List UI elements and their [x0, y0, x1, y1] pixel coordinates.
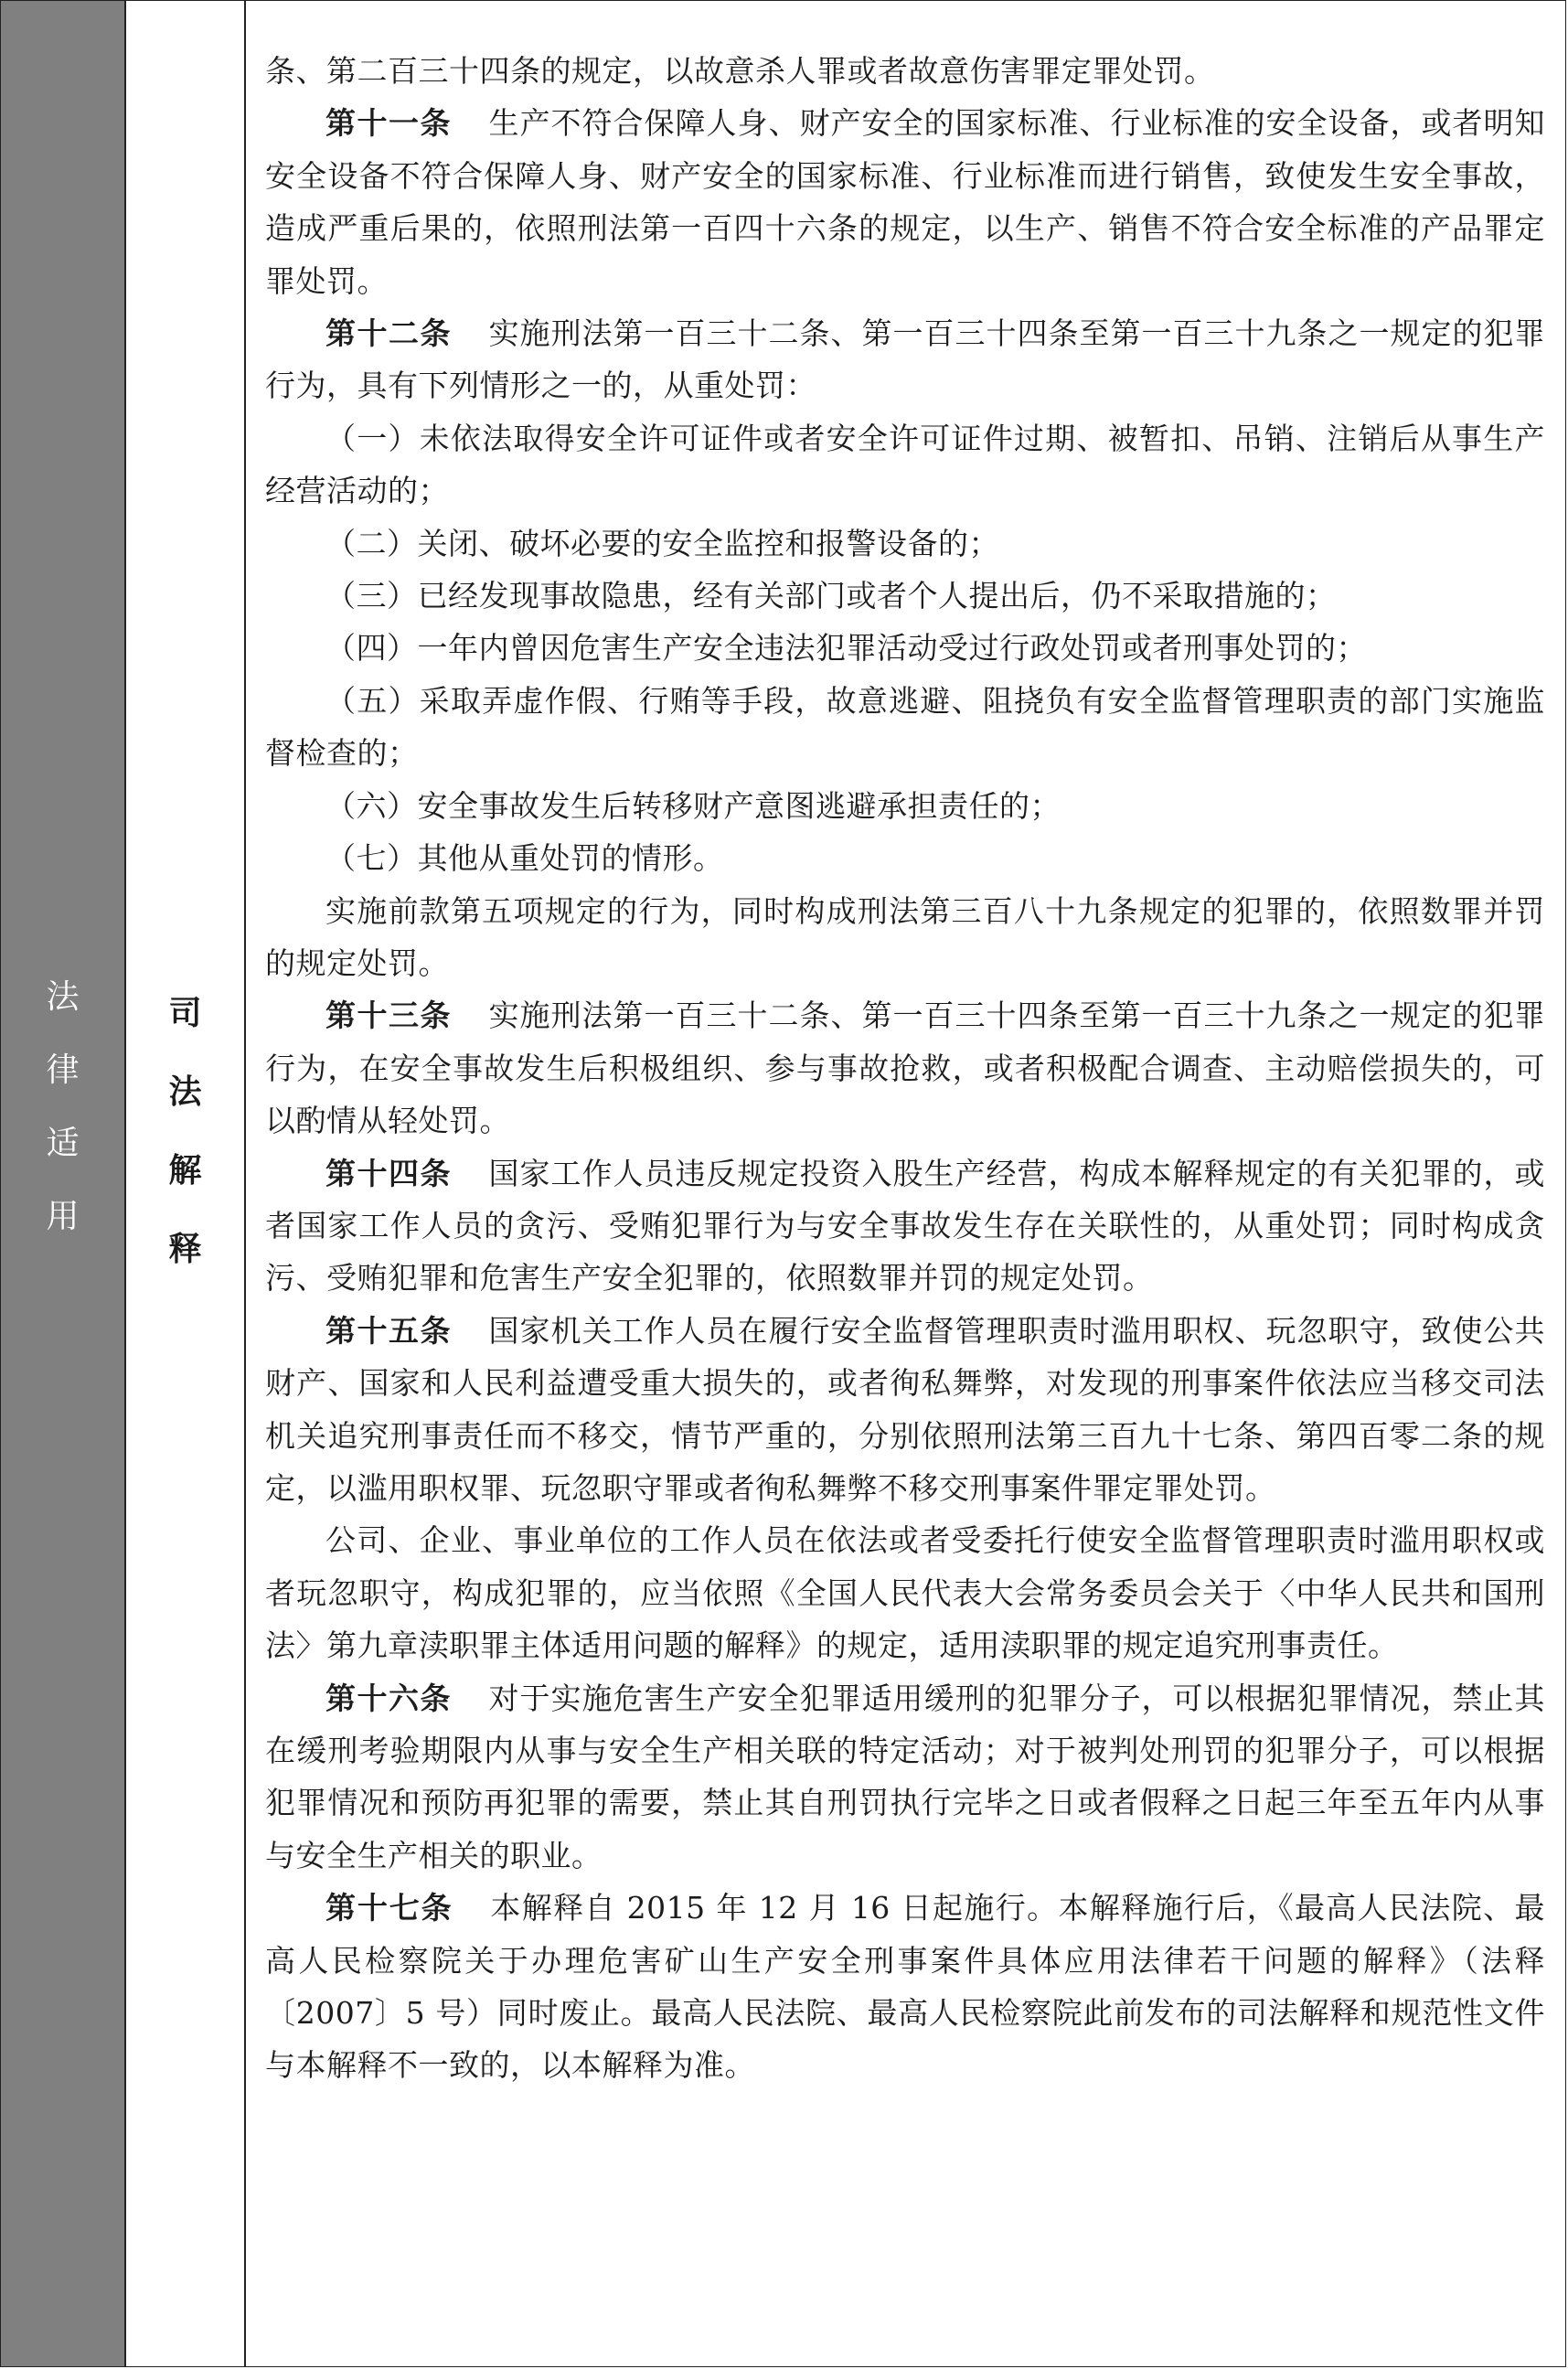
- paragraph-text: （五）采取弄虚作假、行贿等手段，故意逃避、阻挠负有安全监督管理职责的部门实施监督检查的；: [265, 682, 1545, 772]
- category-char: 用: [46, 1198, 80, 1235]
- body-paragraph: [265, 1514, 1545, 1671]
- article-paragraph: [265, 989, 1545, 1147]
- article-number: 第十二条: [325, 315, 452, 352]
- body-paragraph: [265, 570, 1545, 622]
- article-paragraph: [265, 1672, 1545, 1883]
- category-label: [1, 978, 124, 1274]
- paragraph-text: （二）关闭、破坏必要的安全监控和报警设备的；: [325, 525, 999, 561]
- article-number: 第十六条: [325, 1680, 452, 1716]
- paragraph-text: 实施刑法第一百三十二条、第一百三十四条至第一百三十九条之一规定的犯罪行为，在安全事故发生后积极组织、参与事故抢救，或者积极配合调查、主动赔偿损失的，可以酌情从轻处罚。: [265, 998, 1545, 1139]
- paragraph-text: 本解释自 2015 年 12 月 16 日起施行。本解释施行后，《最高人民法院、最高人民检察院关于办理危害矿山生产安全刑事案件具体应用法律若干问题的解释》（法释〔2007〕5 号）同时废止。最高人民法院、最高人民检察院此前发布的司法解释和规范性文件与本解释不一致的，以本解释为准。: [265, 1890, 1546, 2084]
- article-paragraph: [265, 1305, 1545, 1515]
- body-paragraph: [265, 675, 1545, 780]
- paragraph-text: 国家工作人员违反规定投资入股生产经营，构成本解释规定的有关犯罪的，或者国家工作人员的贪污、受贿犯罪行为与安全事故发生存在关联性的，从重处罚；同时构成贪污、受贿犯罪和危害生产安全犯罪的，依照数罪并罚的规定处罚。: [265, 1155, 1545, 1297]
- subcategory-column: [126, 1, 246, 2366]
- subcategory-char: 释: [168, 1231, 202, 1268]
- body-paragraph: [265, 412, 1545, 518]
- subcategory-char: 法: [168, 1073, 202, 1111]
- article-paragraph: [265, 307, 1545, 412]
- paragraph-text: 公司、企业、事业单位的工作人员在依法或者受委托行使安全监督管理职责时滥用职权或者玩忽职守，构成犯罪的，应当依照《全国人民代表大会常务委员会关于〈中华人民共和国刑法〉第九章渎职罪主体适用问题的解释》的规定，适用渎职罪的规定追究刑事责任。: [265, 1522, 1545, 1664]
- article-paragraph: [265, 1147, 1545, 1305]
- paragraph-text: 生产不符合保障人身、财产安全的国家标准、行业标准的安全设备，或者明知安全设备不符合保障人身、财产安全的国家标准、行业标准而进行销售，致使发生安全事故，造成严重后果的，依照刑法第一百四十六条的规定，以生产、销售不符合安全标准的产品罪定罪处罚。: [265, 105, 1545, 299]
- category-char: 适: [46, 1125, 80, 1162]
- article-number: 第十七条: [325, 1890, 453, 1926]
- body-paragraph: [265, 45, 1545, 97]
- paragraph-text: （四）一年内曾因危害生产安全违法犯罪活动受过行政处罚或者刑事处罚的；: [325, 630, 1367, 667]
- paragraph-text: 实施刑法第一百三十二条、第一百三十四条至第一百三十九条之一规定的犯罪行为，具有下列情形之一的，从重处罚：: [265, 315, 1545, 404]
- subcategory-label: [126, 995, 244, 1312]
- paragraph-text: 国家机关工作人员在履行安全监督管理职责时滥用职权、玩忽职守，致使公共财产、国家和人民利益遭受重大损失的，或者徇私舞弊，对发现的刑事案件依法应当移交司法机关追究刑事责任而不移交，情节严重的，分别依照刑法第三百九十七条、第四百零二条的规定，以滥用职权罪、玩忽职守罪或者徇私舞弊不移交刑事案件罪定罪处罚。: [265, 1312, 1545, 1506]
- body-paragraph: [265, 885, 1545, 990]
- document-body: [265, 45, 1545, 2092]
- article-number: 第十四条: [325, 1155, 452, 1191]
- paragraph-text: 条、第二百三十四条的规定，以故意杀人罪或者故意伤害罪定罪处罚。: [265, 53, 1215, 89]
- subcategory-char: 解: [168, 1152, 202, 1190]
- article-number: 第十一条: [325, 105, 452, 142]
- paragraph-text: （三）已经发现事故隐患，经有关部门或者个人提出后，仍不采取措施的；: [325, 578, 1337, 614]
- body-paragraph: [265, 518, 1545, 570]
- category-column: [1, 1, 126, 2366]
- body-paragraph: [265, 622, 1545, 674]
- article-number: 第十五条: [325, 1312, 452, 1349]
- category-char: 法: [46, 978, 80, 1016]
- article-paragraph: [265, 1882, 1545, 2092]
- subcategory-char: 司: [168, 995, 202, 1032]
- paragraph-text: （一）未依法取得安全许可证件或者安全许可证件过期、被暂扣、吊销、注销后从事生产经营活动的；: [265, 420, 1545, 509]
- paragraph-text: （七）其他从重处罚的情形。: [325, 840, 724, 877]
- body-paragraph: [265, 832, 1545, 884]
- article-number: 第十三条: [325, 998, 452, 1034]
- body-paragraph: [265, 780, 1545, 832]
- paragraph-text: 实施前款第五项规定的行为，同时构成刑法第三百八十九条规定的犯罪的，依照数罪并罚的规定处罚。: [265, 892, 1545, 981]
- paragraph-text: 对于实施危害生产安全犯罪适用缓刑的犯罪分子，可以根据犯罪情况，禁止其在缓刑考验期限内从事与安全生产相关联的特定活动；对于被判处刑罚的犯罪分子，可以根据犯罪情况和预防再犯罪的需要，禁止其自刑罚执行完毕之日或者假释之日起三年至五年内从事与安全生产相关的职业。: [265, 1680, 1545, 1873]
- article-paragraph: [265, 97, 1545, 307]
- category-char: 律: [46, 1051, 80, 1089]
- paragraph-text: （六）安全事故发生后转移财产意图逃避承担责任的；: [325, 787, 1061, 824]
